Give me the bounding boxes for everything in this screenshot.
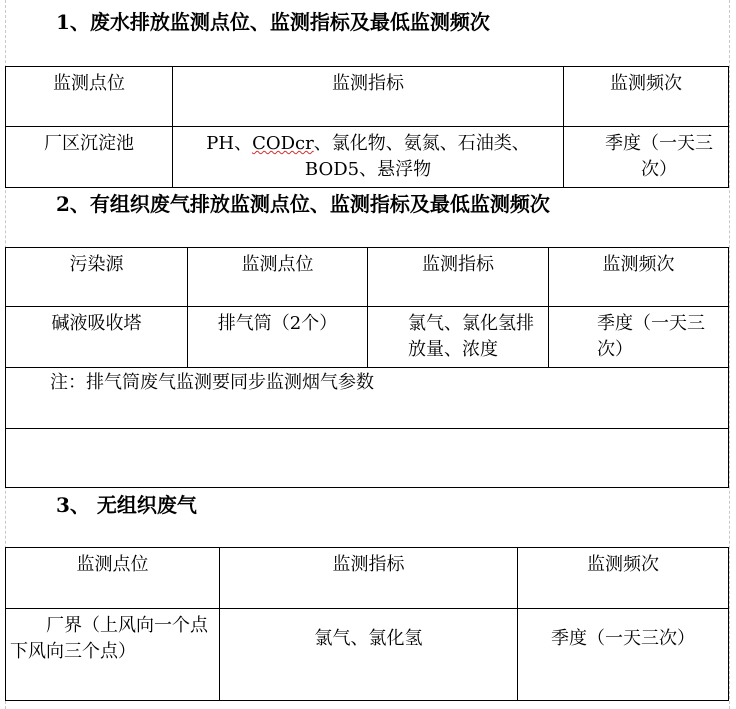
s1-row-frequency	[563, 126, 729, 188]
s3-header-frequency	[517, 547, 729, 609]
s1-header-indicators-text: 监测指标	[332, 73, 404, 94]
s2-row-frequency	[548, 306, 729, 368]
s3-header-indicators-text: 监测指标	[332, 554, 405, 575]
s1-header-frequency-text: 监测频次	[610, 73, 682, 94]
s2-header-point-text: 监测点位	[241, 254, 314, 275]
s2-header-source-text: 污染源	[69, 254, 124, 275]
s2-note	[5, 367, 729, 429]
s2-header-indicators	[367, 247, 549, 307]
s1-header-frequency	[563, 66, 729, 127]
s1-row-indicators	[172, 126, 564, 188]
s3-row-indicators	[219, 608, 518, 701]
s1-indicators-post: 、氯化物、氨氮、石油类、BOD5、悬浮物	[304, 133, 530, 180]
page-margin-right	[729, 0, 730, 709]
s1-indicators-pre: PH、	[206, 133, 253, 154]
s3-row-frequency-text: 季度（一天三次）	[551, 628, 695, 649]
s2-row-indicators-text: 氯气、氯化氢排放量、浓度	[408, 313, 534, 360]
s2-note-text: 注：排气筒废气监测要同步监测烟气参数	[50, 372, 374, 393]
s1-row-point-text: 厂区沉淀池	[44, 133, 134, 154]
s2-row-point-text: 排气筒（2个）	[217, 313, 338, 334]
s3-header-frequency-text: 监测频次	[587, 554, 659, 575]
s1-header-point	[5, 66, 173, 127]
section2-title: 2、有组织废气排放监测点位、监测指标及最低监测频次	[56, 192, 550, 216]
s3-row-point-text: 厂界（上风向一个点下风向三个点）	[10, 615, 208, 662]
s2-empty-row	[5, 428, 729, 488]
s2-header-indicators-text: 监测指标	[422, 254, 494, 275]
s2-header-frequency	[548, 247, 729, 307]
s3-row-point	[5, 608, 220, 701]
s2-header-source	[5, 247, 188, 307]
s2-row-source-text: 碱液吸收塔	[51, 313, 142, 334]
s1-row-frequency-text: 季度（一天三次）	[605, 133, 713, 180]
s2-header-point	[187, 247, 368, 307]
section3-title: 3、 无组织废气	[56, 493, 197, 517]
s3-row-frequency	[517, 608, 729, 701]
s3-header-indicators	[219, 547, 518, 609]
s2-row-point	[187, 306, 368, 368]
s1-header-point-text: 监测点位	[53, 73, 125, 94]
s3-row-indicators-text: 氯气、氯化氢	[314, 628, 423, 649]
s1-row-indicators-text	[177, 131, 559, 183]
s2-row-frequency-text: 季度（一天三次）	[597, 313, 705, 360]
s1-indicators-cod: CODcr	[252, 133, 314, 154]
s3-header-point-text: 监测点位	[76, 554, 149, 575]
s2-header-frequency-text: 监测频次	[602, 254, 675, 275]
section1-title: 1、废水排放监测点位、监测指标及最低监测频次	[56, 10, 490, 34]
s2-row-indicators	[367, 306, 549, 368]
s1-header-indicators	[172, 66, 564, 127]
s1-row-point	[5, 126, 173, 188]
s2-row-source	[5, 306, 188, 368]
s3-header-point	[5, 547, 220, 609]
